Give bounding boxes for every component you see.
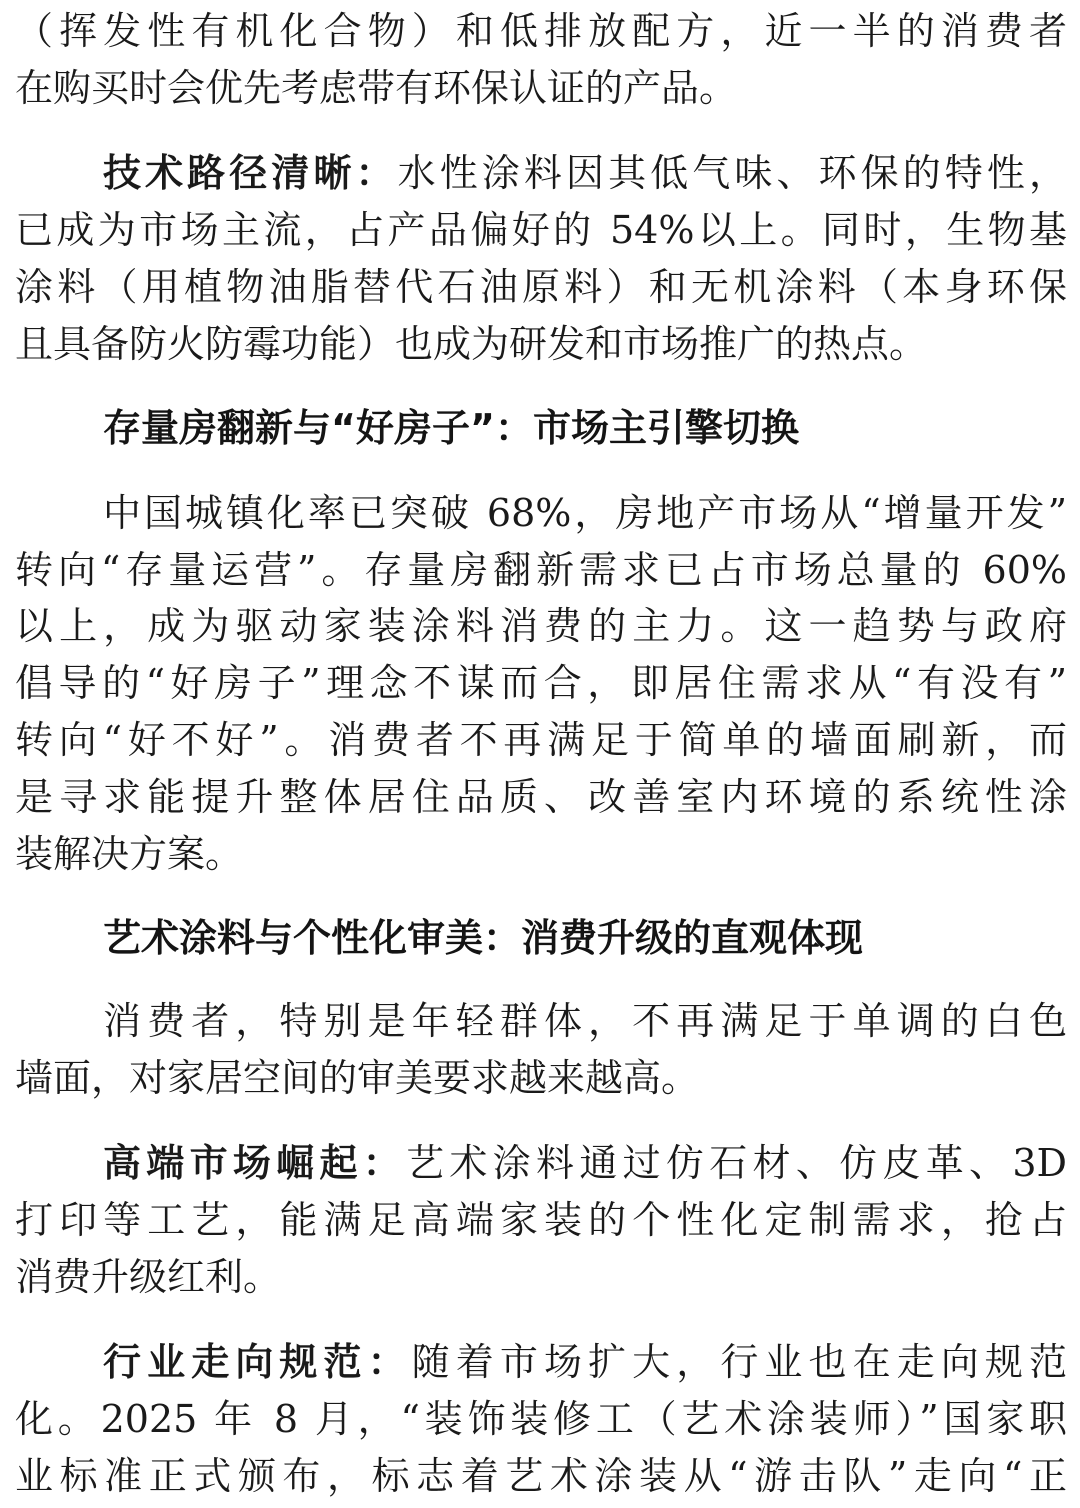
paragraph-line: 以上，成为驱动家装涂料消费的主力。这一趋势与政府 bbox=[15, 604, 1067, 648]
paragraph-line: 且具备防火防霉功能）也成为研发和市场推广的热点。 bbox=[15, 322, 928, 366]
paragraph-line: 消费者，特别是年轻群体，不再满足于单调的白色 bbox=[103, 999, 1067, 1043]
paragraph-line bbox=[103, 1135, 1067, 1191]
paragraph-line: 装解决方案。 bbox=[15, 832, 244, 876]
paragraph-line: 在购买时会优先考虑带有环保认证的产品。 bbox=[15, 66, 738, 110]
paragraph-line: 是寻求能提升整体居住品质、改善室内环境的系统性涂 bbox=[15, 775, 1067, 819]
paragraph-text: 艺术涂料通过仿石材、仿皮革、3D bbox=[406, 1141, 1067, 1185]
paragraph-line: 倡导的“好房子”理念不谋而合，即居住需求从“有没有” bbox=[15, 661, 1067, 705]
paragraph-line: 化。2025 年 8 月，“装饰装修工（艺术涂装师）”国家职 bbox=[15, 1397, 1067, 1441]
paragraph-line: 转向“存量运营”。存量房翻新需求已占市场总量的 60% bbox=[15, 548, 1067, 592]
paragraph-line: 转向“好不好”。消费者不再满足于简单的墙面刷新，而 bbox=[15, 718, 1067, 762]
section-heading: 艺术涂料与个性化审美：消费升级的直观体现 bbox=[103, 916, 864, 960]
inline-bold-label: 技术路径清晰： bbox=[103, 151, 398, 195]
inline-bold-label: 高端市场崛起： bbox=[103, 1141, 407, 1185]
paragraph-line: 消费升级红利。 bbox=[15, 1255, 282, 1299]
paragraph-text: 水性涂料因其低气味、环保的特性， bbox=[397, 151, 1067, 195]
paragraph-line: 中国城镇化率已突破 68%，房地产市场从“增量开发” bbox=[103, 491, 1067, 535]
paragraph-line bbox=[103, 1334, 1067, 1390]
paragraph-line bbox=[103, 145, 1067, 201]
paragraph-line: 墙面，对家居空间的审美要求越来越高。 bbox=[15, 1056, 700, 1100]
paragraph-line: 打印等工艺，能满足高端家装的个性化定制需求，抢占 bbox=[15, 1198, 1067, 1242]
paragraph-line: （挥发性有机化合物）和低排放配方，近一半的消费者 bbox=[15, 9, 1067, 53]
paragraph-line: 已成为市场主流，占产品偏好的 54%以上。同时，生物基 bbox=[15, 208, 1067, 252]
paragraph-line: 业标准正式颁布，标志着艺术涂装从“游击队”走向“正 bbox=[15, 1454, 1067, 1498]
paragraph-text: 随着市场扩大，行业也在走向规范 bbox=[411, 1340, 1067, 1384]
section-heading: 存量房翻新与“好房子”：市场主引擎切换 bbox=[103, 406, 799, 450]
inline-bold-label: 行业走向规范： bbox=[103, 1340, 412, 1384]
paragraph-line: 涂料（用植物油脂替代石油原料）和无机涂料（本身环保 bbox=[15, 265, 1067, 309]
